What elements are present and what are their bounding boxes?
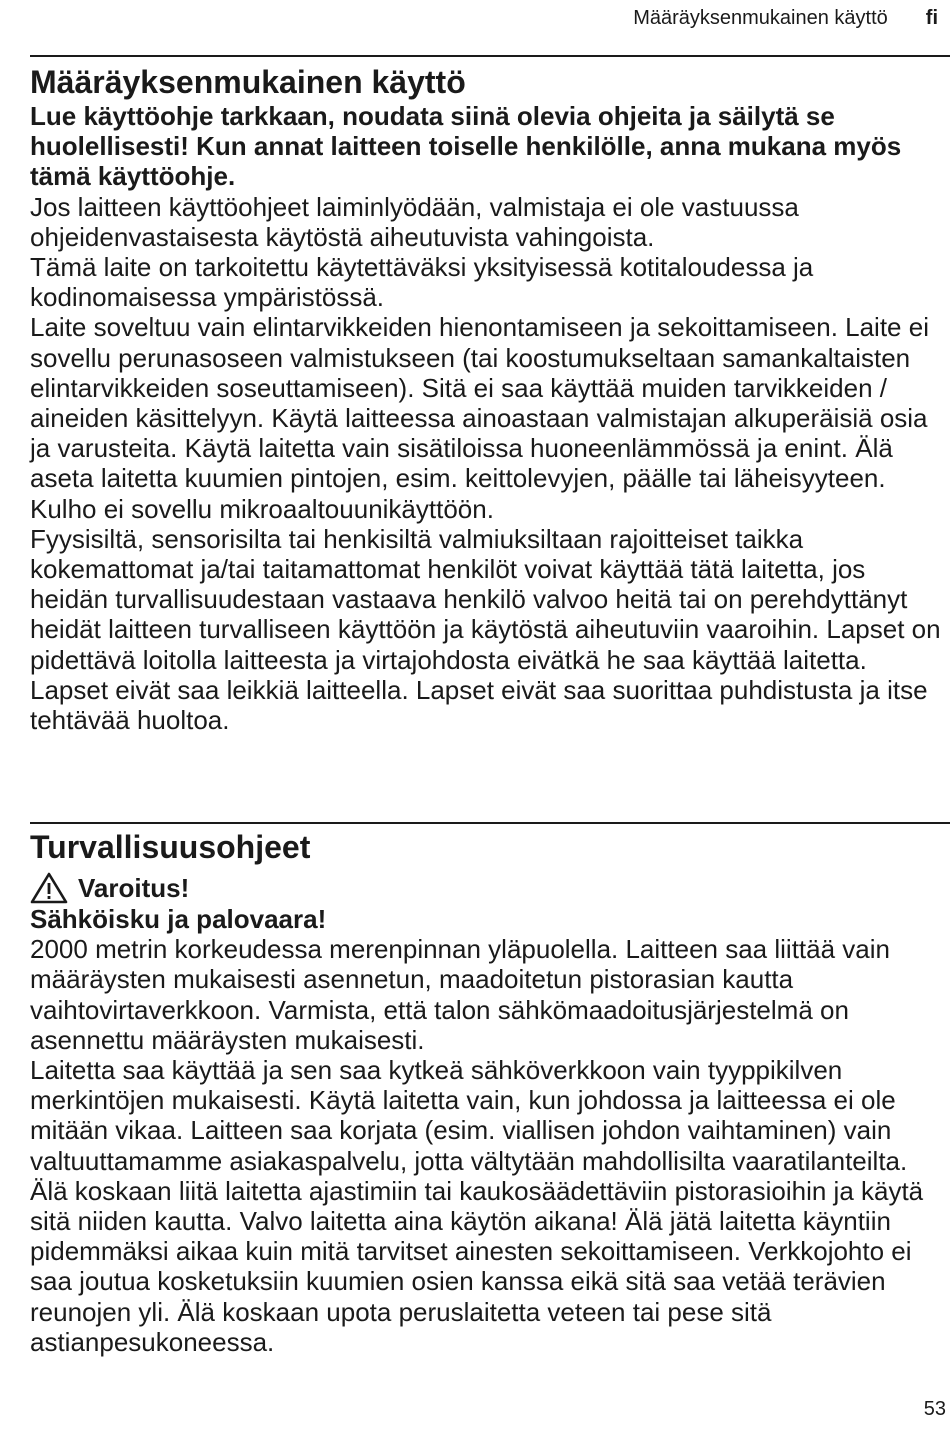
page-number: 53 xyxy=(923,1398,946,1420)
section-title-intended-use: Määräyksenmukainen käyttö xyxy=(30,64,466,100)
warning-heading xyxy=(30,872,946,904)
warning-triangle-icon xyxy=(30,872,68,904)
running-header xyxy=(633,6,938,30)
language-code: fi xyxy=(925,7,938,29)
paragraph-household-use: Tämä laite on tarkoitettu käytettäväksi yksityisessä kotitaloudessa ja kodinomaisessa ympäristössä. xyxy=(30,252,814,313)
section-divider-top xyxy=(30,55,950,57)
intro-instruction: Lue käyttöohje tarkkaan, noudata siinä olevia ohjeita ja säilytä se huolellisesti! Kun annat laitteen toiselle henkilölle, anna mukana myös tämä käyttöohje. xyxy=(30,101,902,192)
hazard-label: Sähköisku ja palovaara! xyxy=(30,904,327,934)
paragraph-operating-safety: Laitetta saa käyttää ja sen saa kytkeä sähköverkkoon vain tyyppikilven merkintöjen mukaisesti. Käytä laitetta vain, kun johdossa ja laitteessa ei ole mitään vikaa. Laitteen saa korjata (esim. viallisen johdon vaihtaminen) vain valtuuttamamme asiakaspalvelu, jotta vältytään mahdollisilta vaaratilanteilta. Älä koskaan liitä laitetta ajastimiin tai kaukosäädettäviin pistorasioihin ja käytä sitä niiden kautta. Valvo laitetta aina käytön aikana! Älä jätä laitetta käyntiin pidemmäksi aikaa kuin mitä tarvitset ainesten sekoittamiseen. Verkkojohto ei saa joutua kosketuksiin kuumien osien kanssa eikä sitä saa vetää terävien reunojen yli. Älä koskaan upota peruslaitetta veteen tai pese sitä astianpesukoneessa. xyxy=(30,1055,924,1357)
running-header-title: Määräyksenmukainen käyttö xyxy=(633,7,888,29)
paragraph-restricted-persons: Fyysisiltä, sensorisilta tai henkisiltä valmiuksiltaan rajoitteiset taikka kokemattomat ja/tai taitamattomat henkilöt voivat käyttää tätä laitetta, jos heidän turvallisuudestaan vastaava henkilö valvoo heitä tai on perehdyttänyt heidät laitteen turvalliseen käyttöön ja käytöstä aiheutuviin vaaroihin. Lapset on pidettävä loitolla laitteesta ja virtajohdosta eivätkä he saa käyttää laitetta. Lapset eivät saa leikkiä laitteella. Lapset eivät saa suorittaa puhdistusta ja itse tehtävää huoltoa. xyxy=(30,523,941,736)
section-intended-use xyxy=(30,63,946,735)
warning-label: Varoitus! xyxy=(78,872,190,903)
paragraph-food-processing: Laite soveltuu vain elintarvikkeiden hienontamiseen ja sekoittamiseen. Laite ei sovellu perunasoseen valmistukseen (tai koostumukseltaan samankaltaisten elintarvikkeiden soseuttamiseen). Sitä ei saa käyttää muiden tarvikkeiden / aineiden käsittelyyn. Käytä laitteessa ainoastaan valmistajan alkuperäisiä osia ja varusteita. Käytä laitetta vain sisätiloissa huoneenlämmössä ja enint. Älä aseta laitetta kuumien pintojen, esim. keittolevyjen, päälle tai läheisyyteen. Kulho ei sovellu mikroaaltouunikäyttöön. xyxy=(30,312,929,524)
paragraph-electrical-connection: 2000 metrin korkeudessa merenpinnan yläpuolella. Laitteen saa liittää vain määräysten mukaisesti asennetun, maadoitetun pistorasian kautta vaihtovirtaverkkoon. Varmista, että talon sähkömaadoitusjärjestelmä on asennettu määräysten mukaisesti. xyxy=(30,934,890,1055)
paragraph-liability: Jos laitteen käyttöohjeet laiminlyödään, valmistaja ei ole vastuussa ohjeidenvastaisesta käytöstä aiheutuvista vahingoista. xyxy=(30,191,799,252)
section-divider-safety xyxy=(30,822,950,824)
section-safety xyxy=(30,828,946,1357)
section-title-safety: Turvallisuusohjeet xyxy=(30,829,311,865)
